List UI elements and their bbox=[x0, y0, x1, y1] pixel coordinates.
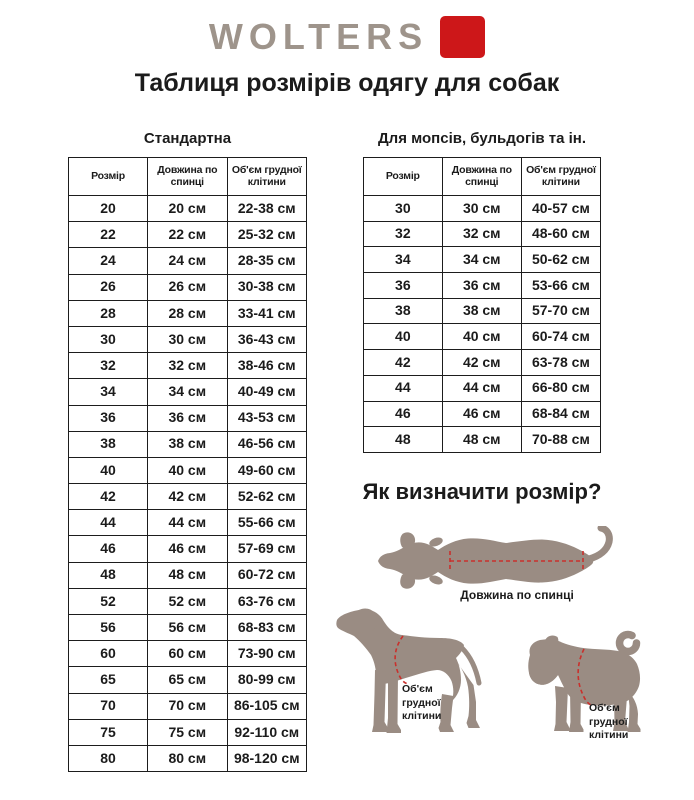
table-cell: 60-72 см bbox=[227, 562, 307, 588]
table-cell: 80-99 см bbox=[227, 667, 307, 693]
table-cell: 75 bbox=[69, 719, 148, 745]
table-row bbox=[69, 379, 307, 405]
table-cell: 26 bbox=[69, 274, 148, 300]
table-cell: 48 см bbox=[442, 427, 521, 453]
table-cell: 40-49 см bbox=[227, 379, 307, 405]
table-cell: 32 bbox=[364, 221, 443, 247]
table-cell: 56 см bbox=[148, 615, 227, 641]
table-row bbox=[364, 273, 601, 299]
table-cell: 34 bbox=[69, 379, 148, 405]
table-cell: 49-60 см bbox=[227, 457, 307, 483]
table-cell: 38 bbox=[364, 298, 443, 324]
table-cell: 50-62 см bbox=[521, 247, 600, 273]
table-cell: 43-53 см bbox=[227, 405, 307, 431]
table-cell: 80 см bbox=[148, 745, 227, 771]
table-row bbox=[364, 427, 601, 453]
how-to-title: Як визначити розмір? bbox=[362, 479, 602, 504]
table-row bbox=[69, 300, 307, 326]
standard-table-body bbox=[69, 196, 307, 772]
table-cell: 36 bbox=[364, 273, 443, 299]
table-cell: 30 bbox=[364, 196, 443, 222]
table-cell: 20 см bbox=[148, 196, 227, 222]
table-cell: 53-66 см bbox=[521, 273, 600, 299]
table-row bbox=[69, 484, 307, 510]
table-cell: 40 см bbox=[148, 457, 227, 483]
table-cell: 63-76 см bbox=[227, 588, 307, 614]
chest-volume-label: Об'єм грудної клітини bbox=[589, 702, 629, 742]
pugs-table-body bbox=[364, 196, 601, 453]
table-cell: 46 bbox=[69, 536, 148, 562]
dog-tail bbox=[462, 648, 479, 683]
bulldog-hind-leg bbox=[628, 692, 641, 732]
table-row bbox=[69, 196, 307, 222]
table-cell: 60 см bbox=[148, 641, 227, 667]
logo bbox=[0, 16, 694, 58]
table-cell: 42 bbox=[69, 484, 148, 510]
bulldog-front-leg bbox=[554, 686, 570, 731]
table-row bbox=[69, 745, 307, 771]
table-row bbox=[69, 536, 307, 562]
table-cell: 30 см bbox=[442, 196, 521, 222]
table-row bbox=[69, 588, 307, 614]
table-row bbox=[69, 274, 307, 300]
table-row bbox=[364, 247, 601, 273]
header-size: Розмір bbox=[69, 158, 148, 196]
table-cell: 20 bbox=[69, 196, 148, 222]
table-cell: 68-84 см bbox=[521, 401, 600, 427]
table-cell: 30 см bbox=[148, 326, 227, 352]
table-cell: 98-120 см bbox=[227, 745, 307, 771]
table-cell: 48 bbox=[69, 562, 148, 588]
table-cell: 56 bbox=[69, 615, 148, 641]
table-row bbox=[364, 221, 601, 247]
table-cell: 46 см bbox=[442, 401, 521, 427]
dog-ear bbox=[354, 609, 377, 633]
logo-wolters-text: WOLTERS bbox=[208, 16, 429, 57]
table-cell: 22 см bbox=[148, 222, 227, 248]
table-cell: 38 см bbox=[442, 298, 521, 324]
table-cell: 32 см bbox=[148, 353, 227, 379]
table-cell: 26 см bbox=[148, 274, 227, 300]
table-cell: 34 см bbox=[442, 247, 521, 273]
header-chest: Об'єм грудної клітини bbox=[227, 158, 307, 196]
table-cell: 44 bbox=[364, 375, 443, 401]
table-cell: 42 см bbox=[148, 484, 227, 510]
table-cell: 65 см bbox=[148, 667, 227, 693]
table-cell: 44 см bbox=[148, 510, 227, 536]
table-cell: 68-83 см bbox=[227, 615, 307, 641]
table-row bbox=[69, 562, 307, 588]
table-cell: 36 см bbox=[148, 405, 227, 431]
chest-volume-label: Об'єм грудної клітини bbox=[402, 683, 442, 723]
table-cell: 70 bbox=[69, 693, 148, 719]
table-cell: 42 bbox=[364, 350, 443, 376]
table-cell: 32 bbox=[69, 353, 148, 379]
table-cell: 44 bbox=[69, 510, 148, 536]
table-cell: 38 см bbox=[148, 431, 227, 457]
table-row bbox=[69, 222, 307, 248]
table-row bbox=[69, 667, 307, 693]
table-row bbox=[69, 615, 307, 641]
table-cell: 60 bbox=[69, 641, 148, 667]
table-header-row bbox=[364, 158, 601, 196]
table-cell: 38-46 см bbox=[227, 353, 307, 379]
table-row bbox=[364, 298, 601, 324]
table-cell: 46-56 см bbox=[227, 431, 307, 457]
table-cell: 30-38 см bbox=[227, 274, 307, 300]
table-cell: 36 см bbox=[442, 273, 521, 299]
table-cell: 52 bbox=[69, 588, 148, 614]
table-cell: 36 bbox=[69, 405, 148, 431]
table-cell: 34 см bbox=[148, 379, 227, 405]
table-cell: 38 bbox=[69, 431, 148, 457]
page-title: Таблиця розмірів одягу для собак bbox=[134, 69, 560, 97]
table-cell: 65 bbox=[69, 667, 148, 693]
table-row bbox=[69, 248, 307, 274]
table-cell: 48-60 см bbox=[521, 221, 600, 247]
table-cell: 70 см bbox=[148, 693, 227, 719]
table-cell: 55-66 см bbox=[227, 510, 307, 536]
table-header-row bbox=[69, 158, 307, 196]
table-cell: 40 bbox=[69, 457, 148, 483]
dog-topview-illustration bbox=[372, 526, 620, 592]
table-cell: 63-78 см bbox=[521, 350, 600, 376]
table-row bbox=[69, 353, 307, 379]
table-cell: 30 bbox=[69, 326, 148, 352]
table-row bbox=[364, 350, 601, 376]
table-cell: 70-88 см bbox=[521, 427, 600, 453]
table-cell: 36-43 см bbox=[227, 326, 307, 352]
table-cell: 28 bbox=[69, 300, 148, 326]
table-row bbox=[69, 326, 307, 352]
table-cell: 22-38 см bbox=[227, 196, 307, 222]
table-cell: 44 см bbox=[442, 375, 521, 401]
table-cell: 40 bbox=[364, 324, 443, 350]
table-row bbox=[69, 719, 307, 745]
table-cell: 48 bbox=[364, 427, 443, 453]
table-row bbox=[69, 431, 307, 457]
header-chest: Об'єм грудної клітини bbox=[521, 158, 600, 196]
back-length-label: Довжина по спинці bbox=[460, 588, 574, 602]
table-cell: 48 см bbox=[148, 562, 227, 588]
table-cell: 73-90 см bbox=[227, 641, 307, 667]
table-cell: 52-62 см bbox=[227, 484, 307, 510]
table-cell: 57-69 см bbox=[227, 536, 307, 562]
table-row bbox=[69, 510, 307, 536]
header-size: Розмір bbox=[364, 158, 443, 196]
table-row bbox=[364, 196, 601, 222]
table-cell: 40-57 см bbox=[521, 196, 600, 222]
table-cell: 57-70 см bbox=[521, 298, 600, 324]
table-cell: 66-80 см bbox=[521, 375, 600, 401]
table-cell: 24 см bbox=[148, 248, 227, 274]
table-cell: 28 см bbox=[148, 300, 227, 326]
table-cell: 42 см bbox=[442, 350, 521, 376]
header-back-length: Довжина по спинці bbox=[148, 158, 227, 196]
table-cell: 46 см bbox=[148, 536, 227, 562]
pugs-size-table bbox=[363, 157, 601, 453]
table-row bbox=[364, 375, 601, 401]
table-cell: 25-32 см bbox=[227, 222, 307, 248]
logo-red-square bbox=[440, 16, 485, 58]
table-row bbox=[69, 405, 307, 431]
standard-table-title: Стандартна bbox=[143, 130, 232, 147]
table-cell: 92-110 см bbox=[227, 719, 307, 745]
table-cell: 22 bbox=[69, 222, 148, 248]
table-cell: 86-105 см bbox=[227, 693, 307, 719]
standard-size-table bbox=[68, 157, 307, 772]
table-cell: 33-41 см bbox=[227, 300, 307, 326]
table-cell: 24 bbox=[69, 248, 148, 274]
dog-tail bbox=[589, 528, 609, 559]
table-cell: 75 см bbox=[148, 719, 227, 745]
table-row bbox=[69, 641, 307, 667]
table-row bbox=[364, 324, 601, 350]
table-cell: 32 см bbox=[442, 221, 521, 247]
dog-front-leg bbox=[387, 673, 402, 733]
header-back-length: Довжина по спинці bbox=[442, 158, 521, 196]
table-cell: 28-35 см bbox=[227, 248, 307, 274]
dog-front-leg bbox=[372, 670, 388, 732]
table-cell: 52 см bbox=[148, 588, 227, 614]
table-row bbox=[364, 401, 601, 427]
table-cell: 40 см bbox=[442, 324, 521, 350]
table-cell: 80 bbox=[69, 745, 148, 771]
pugs-table-title: Для мопсів, бульдогів та ін. bbox=[377, 130, 587, 147]
table-cell: 60-74 см bbox=[521, 324, 600, 350]
table-cell: 34 bbox=[364, 247, 443, 273]
table-row bbox=[69, 693, 307, 719]
table-cell: 46 bbox=[364, 401, 443, 427]
table-row bbox=[69, 457, 307, 483]
dog-curled-tail bbox=[620, 635, 637, 652]
